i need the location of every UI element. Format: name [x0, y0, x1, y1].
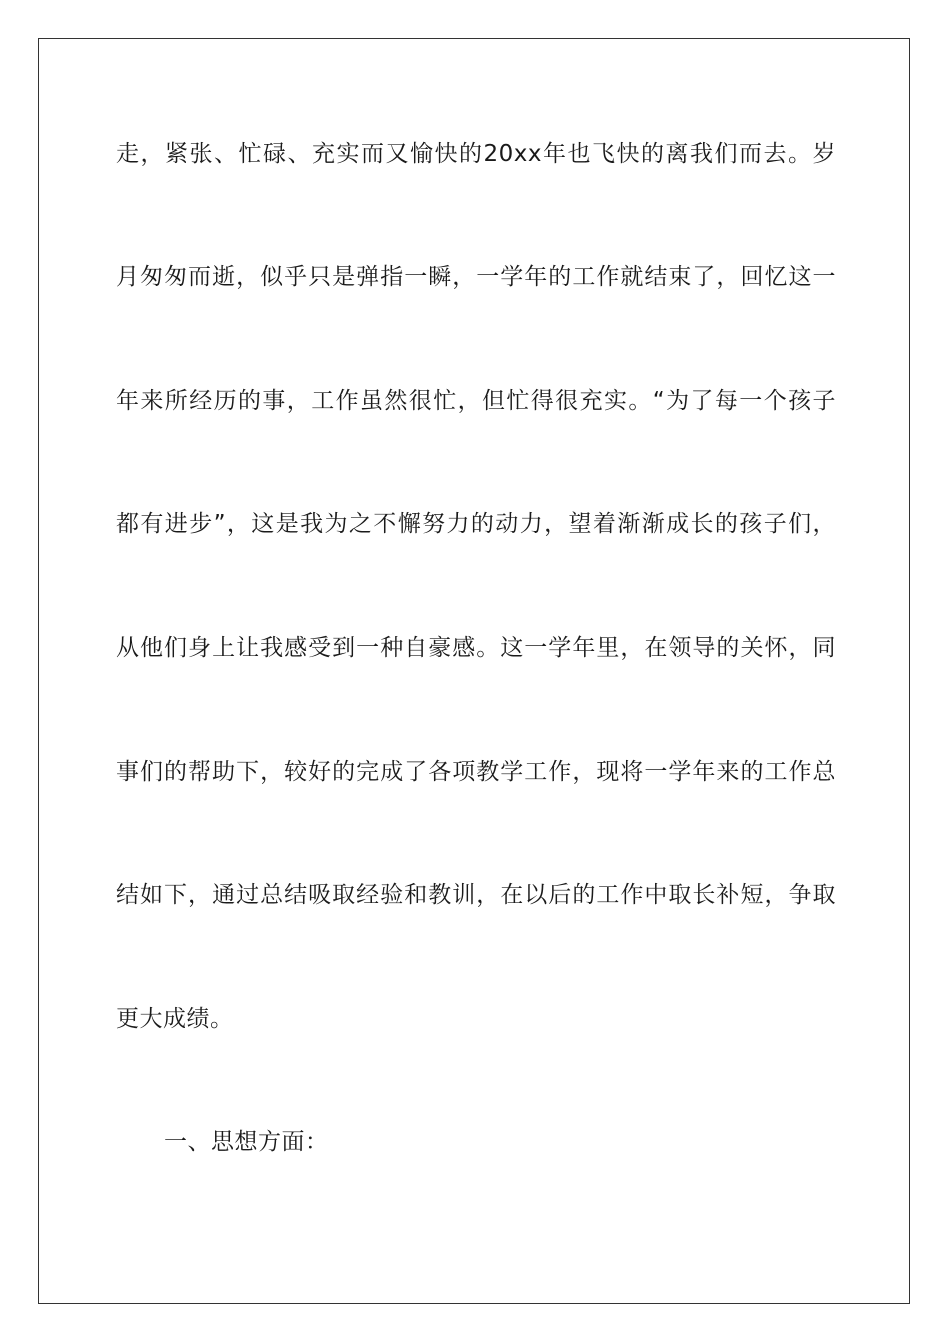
page-border	[38, 38, 910, 1304]
paragraph-line-1: 走，紧张、忙碌、充实而又愉快的20xx年也飞快的离我们而去。岁	[116, 141, 836, 167]
paragraph-line-4: 都有进步”，这是我为之不懈努力的动力，望着渐渐成长的孩子们，	[116, 511, 836, 537]
paragraph-line-5: 从他们身上让我感受到一种自豪感。这一学年里，在领导的关怀，同	[116, 635, 836, 661]
paragraph-line-2: 月匆匆而逝，似乎只是弹指一瞬，一学年的工作就结束了，回忆这一	[116, 264, 836, 290]
paragraph-line-7: 结如下，通过总结吸取经验和教训，在以后的工作中取长补短，争取	[116, 882, 836, 908]
section-heading: 一、思想方面：	[164, 1129, 329, 1155]
paragraph-line-8: 更大成绩。	[116, 1006, 234, 1032]
paragraph-line-6: 事们的帮助下，较好的完成了各项教学工作，现将一学年来的工作总	[116, 759, 836, 785]
paragraph-line-3: 年来所经历的事，工作虽然很忙，但忙得很充实。“为了每一个孩子	[116, 388, 836, 414]
